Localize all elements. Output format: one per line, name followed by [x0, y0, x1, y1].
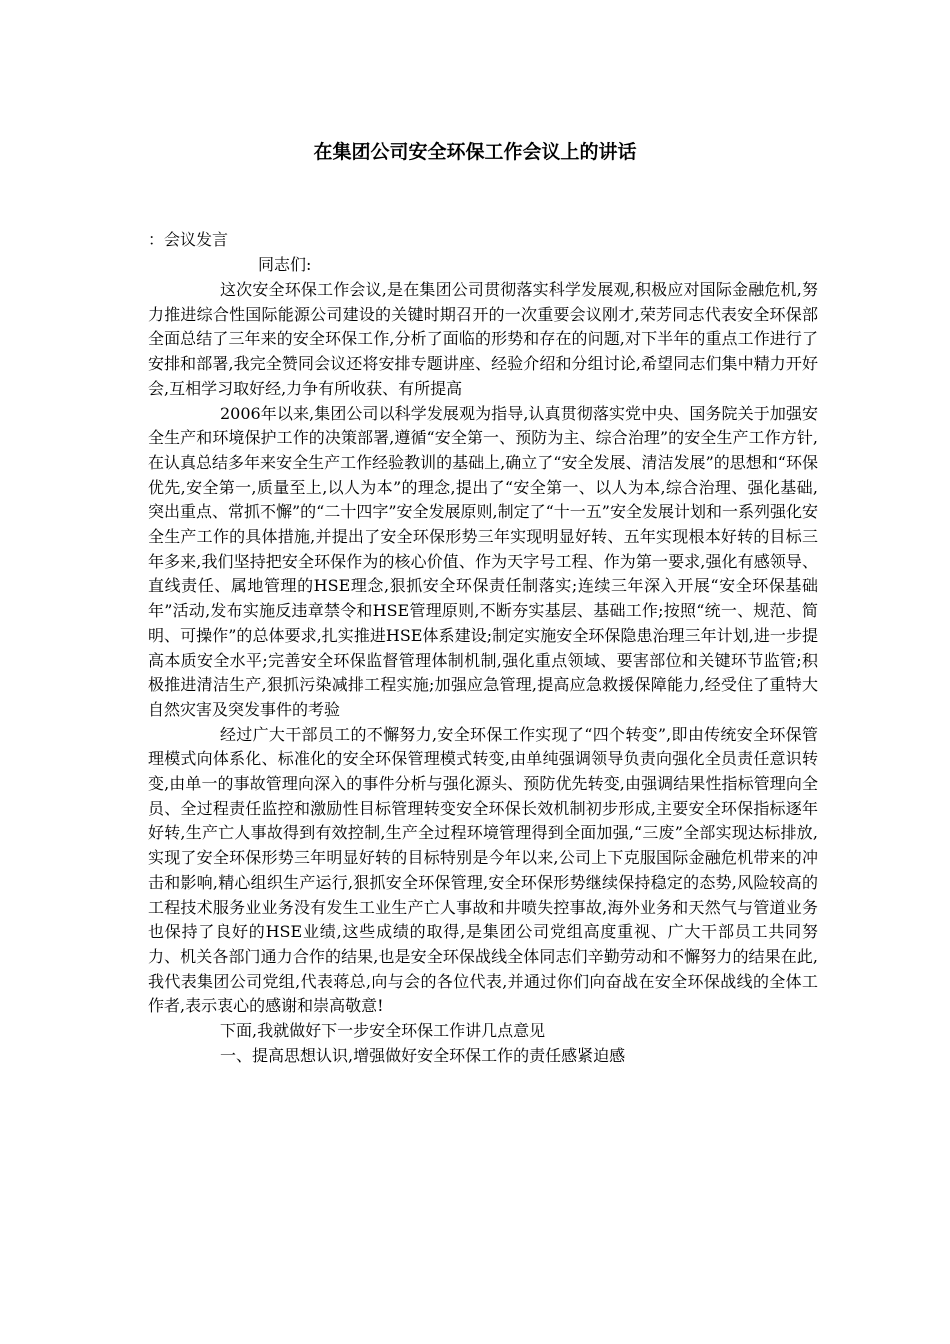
paragraph: 经过广大干部员工的不懈努力,安全环保工作实现了“四个转变”,即由传统安全环保管理模式向体系化、标准化的安全环保管理模式转变,由单纯强调领导负责向强化全员责任意识转变,由单一的事故管理向深入的事件分析与强化源头、预防优先转变,由强调结果性指标管理向全员、全过程责任监控和激励性目标管理转变安全环保长效机制初步形成,主要安全环保指标逐年好转,生产亡人事故得到有效控制,生产全过程环境管理得到全面加强,“三废”全部实现达标排放,实现了安全环保形势三年明显好转的目标特别是今年以来,公司上下克服国际金融危机带来的冲击和影响,精心组织生产运行,狠抓安全环保管理,安全环保形势继续保持稳定的态势,风险较高的工程技术服务业业务没有发生工业生产亡人事故和井喷失控事故,海外业务和天然气与管道业务也保持了良好的HSE业绩,这些成绩的取得,是集团公司党组高度重视、广大干部员工共同努力、机关各部门通力合作的结果,也是安全环保战线全体同志们辛勤劳动和不懈努力的结果在此,我代表集团公司党组,代表蒋总,向与会的各位代表,并通过你们向奋战在安全环保战线的全体工作者,表示衷心的感谢和崇高敬意! — [148, 724, 818, 1016]
paragraph: 2006年以来,集团公司以科学发展观为指导,认真贯彻落实党中央、国务院关于加强安全生产和环境保护工作的决策部署,遵循“安全第一、预防为主、综合治理”的安全生产工作方针,在认真总结多年来安全生产工作经验教训的基础上,确立了“安全发展、清洁发展”的思想和“环保优先,安全第一,质量至上,以人为本”的理念,提出了“安全第一、以人为本,综合治理、强化基础,突出重点、常抓不懈”的“二十四字”安全发展原则,制定了“十一五”安全发展计划和一系列强化安全生产工作的具体措施,并提出了安全环保形势三年实现明显好转、五年实现根本好转的目标三年多来,我们坚持把安全环保作为的核心价值、作为天字号工程、作为第一要求,强化有感领导、直线责任、属地管理的HSE理念,狠抓安全环保责任制落实;连续三年深入开展“安全环保基础年”活动,发布实施反违章禁令和HSE管理原则,不断夯实基层、基础工作;按照“统一、规范、简明、可操作”的总体要求,扎实推进HSE体系建设;制定实施安全环保隐患治理三年计划,进一步提高本质安全水平;完善安全环保监督管理体制机制,强化重点领域、要害部位和关键环节监管;积极推进清洁生产,狠抓污染减排工程实施;加强应急管理,提高应急救援保障能力,经受住了重特大自然灾害及突发事件的考验 — [148, 403, 818, 719]
document-category: ：会议发言 — [148, 230, 229, 249]
paragraph: 下面,我就做好下一步安全环保工作讲几点意见 — [220, 1021, 546, 1041]
paragraph: 这次安全环保工作会议,是在集团公司贯彻落实科学发展观,积极应对国际金融危机,努力推进综合性国际能源公司建设的关键时期召开的一次重要会议刚才,荣芳同志代表安全环保部全面总结了三年来的安全环保工作,分析了面临的形势和存在的问题,对下半年的重点工作进行了安排和部署,我完全赞同会议还将安排专题讲座、经验介绍和分组讨论,希望同志们集中精力开好会,互相学习取好经,力争有所收获、有所提高 — [148, 280, 818, 398]
document-title: 在集团公司安全环保工作会议上的讲话 — [313, 141, 637, 163]
section-heading: 一、提高思想认识,增强做好安全环保工作的责任感紧迫感 — [220, 1045, 626, 1065]
speech-body — [148, 278, 818, 1069]
salutation: 同志们: — [258, 255, 312, 274]
